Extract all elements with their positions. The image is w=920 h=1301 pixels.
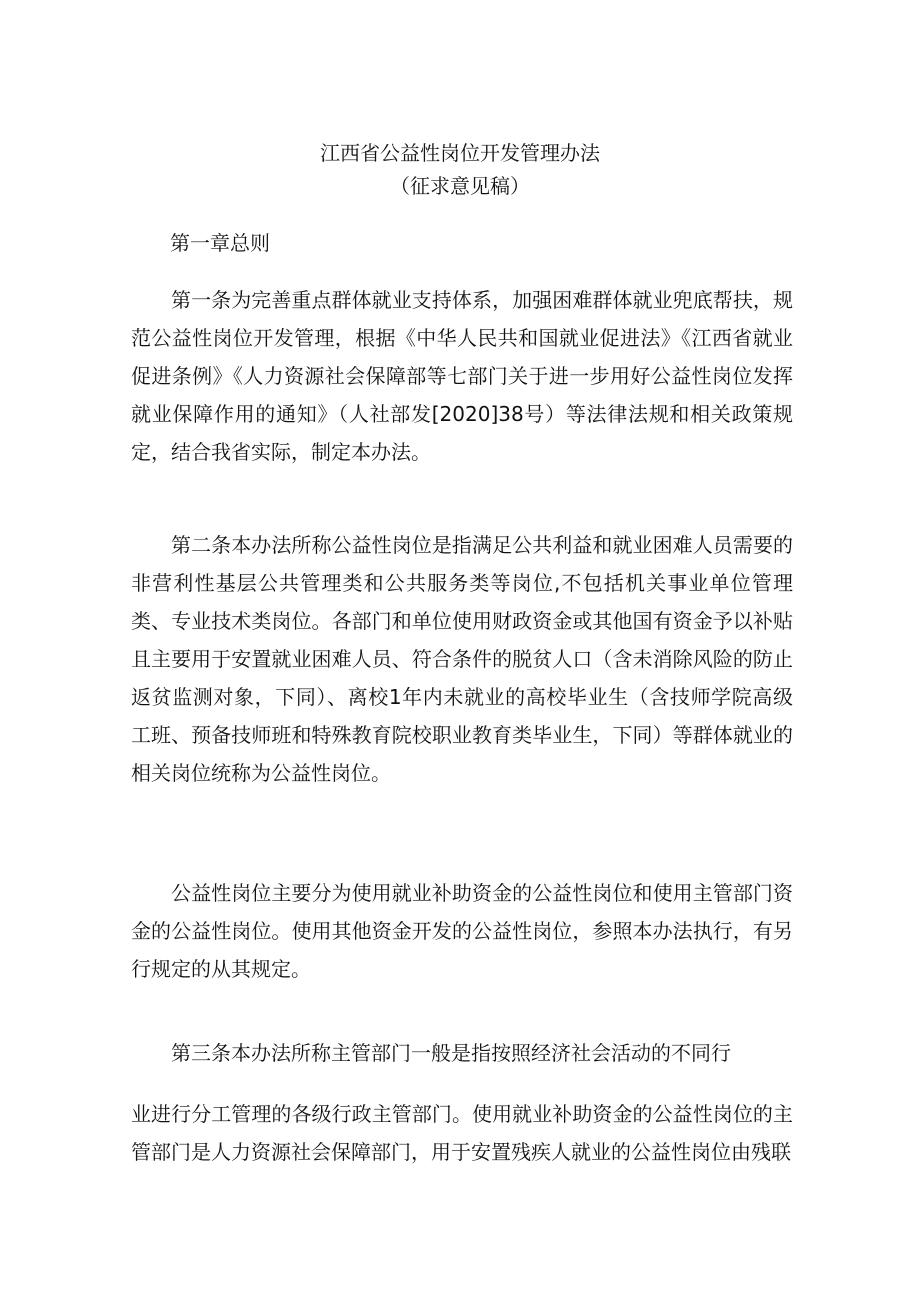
- article-3-continuation-paragraph: 业进行分工管理的各级行政主管部门。使用就业补助资金的公益性岗位的主管部门是人力资源社会保障部门，用于安置残疾人就业的公益性岗位由残联: [131, 1102, 793, 1164]
- chapter-heading: 第一章总则: [170, 231, 270, 255]
- article-2-paragraph: 第二条本办法所称公益性岗位是指满足公共利益和就业困难人员需要的非营利性基层公共管理类和公共服务类等岗位,不包括机关事业单位管理类、专业技术类岗位。各部门和单位使用财政资金或其他国有资金予以补贴且主要用于安置就业困难人员、符合条件的脱贫人口（含未消除风险的防止返贫监测对象，下同）、离校1年内未就业的高校毕业生（含技师学院高级工班、预备技师班和特殊教育院校职业教育类毕业生，下同）等群体就业的相关岗位统称为公益性岗位。: [131, 533, 793, 785]
- article-1-paragraph: 第一条为完善重点群体就业支持体系，加强困难群体就业兜底帮扶，规范公益性岗位开发管理，根据《中华人民共和国就业促进法》《江西省就业促进条例》《人力资源社会保障部等七部门关于进一步用好公益性岗位发挥就业保障作用的通知》（人社部发[2020]38号）等法律法规和相关政策规定，结合我省实际，制定本办法。: [131, 288, 793, 464]
- article-3-paragraph: 第三条本办法所称主管部门一般是指按照经济社会活动的不同行: [171, 1041, 731, 1065]
- document-subtitle: （征求意见稿）: [390, 174, 530, 198]
- article-2-continuation-paragraph: 公益性岗位主要分为使用就业补助资金的公益性岗位和使用主管部门资金的公益性岗位。使用其他资金开发的公益性岗位，参照本办法执行，有另行规定的从其规定。: [131, 881, 793, 981]
- document-title: 江西省公益性岗位开发管理办法: [320, 141, 600, 165]
